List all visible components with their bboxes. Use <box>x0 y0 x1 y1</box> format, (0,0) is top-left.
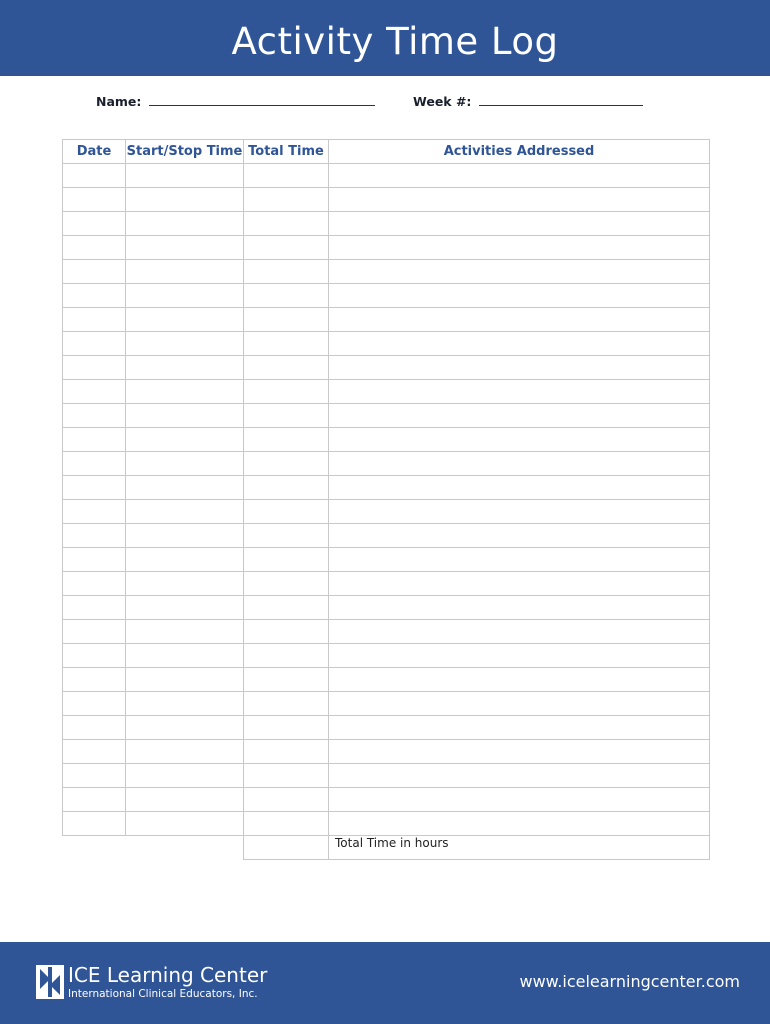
date-cell[interactable] <box>63 620 126 644</box>
activity-log-table <box>62 139 710 860</box>
activities-cell[interactable] <box>329 596 710 620</box>
date-cell[interactable] <box>63 812 126 836</box>
total-time-cell[interactable] <box>244 716 329 740</box>
activities-cell[interactable] <box>329 236 710 260</box>
table-row <box>63 452 710 476</box>
table-row <box>63 548 710 572</box>
brand-subtitle: International Clinical Educators, Inc. <box>68 988 258 1000</box>
total-time-cell[interactable] <box>244 572 329 596</box>
date-cell[interactable] <box>63 500 126 524</box>
start-stop-cell[interactable] <box>126 212 244 236</box>
activities-cell[interactable] <box>329 524 710 548</box>
table-row <box>63 164 710 188</box>
empty-cell <box>63 836 126 860</box>
activities-cell[interactable] <box>329 284 710 308</box>
table-row <box>63 188 710 212</box>
activities-cell[interactable] <box>329 452 710 476</box>
table-row <box>63 692 710 716</box>
table-row <box>63 788 710 812</box>
table-row <box>63 764 710 788</box>
total-time-cell[interactable] <box>244 548 329 572</box>
activities-cell[interactable] <box>329 404 710 428</box>
total-time-cell[interactable] <box>244 356 329 380</box>
table-row <box>63 308 710 332</box>
date-cell[interactable] <box>63 188 126 212</box>
date-cell[interactable] <box>63 476 126 500</box>
activities-cell[interactable] <box>329 620 710 644</box>
table-row <box>63 332 710 356</box>
total-time-cell[interactable] <box>244 740 329 764</box>
total-time-cell[interactable] <box>244 476 329 500</box>
table-row <box>63 476 710 500</box>
total-time-cell[interactable] <box>244 500 329 524</box>
date-cell[interactable] <box>63 452 126 476</box>
table-row <box>63 404 710 428</box>
start-stop-cell[interactable] <box>126 644 244 668</box>
table-row <box>63 620 710 644</box>
activities-cell[interactable] <box>329 332 710 356</box>
start-stop-cell[interactable] <box>126 428 244 452</box>
start-stop-cell[interactable] <box>126 524 244 548</box>
activities-cell[interactable] <box>329 812 710 836</box>
activities-cell[interactable] <box>329 548 710 572</box>
date-cell[interactable] <box>63 260 126 284</box>
date-cell[interactable] <box>63 404 126 428</box>
total-time-label: Total Time in hours <box>329 836 710 860</box>
total-time-cell[interactable] <box>244 164 329 188</box>
total-time-cell[interactable] <box>244 260 329 284</box>
total-time-cell[interactable] <box>244 668 329 692</box>
activities-cell[interactable] <box>329 668 710 692</box>
table-row <box>63 524 710 548</box>
date-cell[interactable] <box>63 212 126 236</box>
table-row <box>63 812 710 836</box>
total-row <box>63 836 710 860</box>
name-input-line[interactable] <box>149 94 375 106</box>
start-stop-cell[interactable] <box>126 452 244 476</box>
column-header-activities: Activities Addressed <box>329 140 710 164</box>
total-time-cell[interactable] <box>244 524 329 548</box>
table-row <box>63 644 710 668</box>
table-row <box>63 596 710 620</box>
total-time-value-cell[interactable] <box>244 836 329 860</box>
total-time-cell[interactable] <box>244 332 329 356</box>
total-time-cell[interactable] <box>244 452 329 476</box>
table-header-row <box>63 140 710 164</box>
date-cell[interactable] <box>63 668 126 692</box>
column-header-date: Date <box>63 140 126 164</box>
start-stop-cell[interactable] <box>126 668 244 692</box>
table-row <box>63 380 710 404</box>
table-row <box>63 740 710 764</box>
table-row <box>63 356 710 380</box>
start-stop-cell[interactable] <box>126 236 244 260</box>
activities-cell[interactable] <box>329 356 710 380</box>
date-cell[interactable] <box>63 524 126 548</box>
activities-cell[interactable] <box>329 716 710 740</box>
activities-cell[interactable] <box>329 188 710 212</box>
start-stop-cell[interactable] <box>126 476 244 500</box>
header-banner <box>0 0 770 76</box>
date-cell[interactable] <box>63 284 126 308</box>
total-time-cell[interactable] <box>244 692 329 716</box>
start-stop-cell[interactable] <box>126 692 244 716</box>
start-stop-cell[interactable] <box>126 332 244 356</box>
name-label: Name: <box>96 94 142 109</box>
start-stop-cell[interactable] <box>126 812 244 836</box>
total-time-cell[interactable] <box>244 764 329 788</box>
table-row <box>63 572 710 596</box>
activities-cell[interactable] <box>329 572 710 596</box>
total-time-cell[interactable] <box>244 620 329 644</box>
start-stop-cell[interactable] <box>126 356 244 380</box>
total-time-cell[interactable] <box>244 644 329 668</box>
week-input-line[interactable] <box>479 94 643 106</box>
date-cell[interactable] <box>63 572 126 596</box>
table-row <box>63 284 710 308</box>
start-stop-cell[interactable] <box>126 188 244 212</box>
table-row <box>63 212 710 236</box>
activities-cell[interactable] <box>329 476 710 500</box>
start-stop-cell[interactable] <box>126 308 244 332</box>
total-time-cell[interactable] <box>244 428 329 452</box>
total-time-cell[interactable] <box>244 404 329 428</box>
activities-cell[interactable] <box>329 764 710 788</box>
total-time-cell[interactable] <box>244 212 329 236</box>
start-stop-cell[interactable] <box>126 380 244 404</box>
table-row <box>63 236 710 260</box>
date-cell[interactable] <box>63 332 126 356</box>
activities-cell[interactable] <box>329 260 710 284</box>
website-link[interactable]: www.icelearningcenter.com <box>519 972 740 991</box>
date-cell[interactable] <box>63 764 126 788</box>
date-cell[interactable] <box>63 596 126 620</box>
start-stop-cell[interactable] <box>126 548 244 572</box>
table-row <box>63 668 710 692</box>
total-time-cell[interactable] <box>244 308 329 332</box>
total-time-cell[interactable] <box>244 788 329 812</box>
week-field <box>413 94 643 109</box>
start-stop-cell[interactable] <box>126 260 244 284</box>
start-stop-cell[interactable] <box>126 404 244 428</box>
date-cell[interactable] <box>63 428 126 452</box>
total-time-cell[interactable] <box>244 236 329 260</box>
start-stop-cell[interactable] <box>126 788 244 812</box>
start-stop-cell[interactable] <box>126 596 244 620</box>
date-cell[interactable] <box>63 380 126 404</box>
total-time-cell[interactable] <box>244 380 329 404</box>
start-stop-cell[interactable] <box>126 716 244 740</box>
activities-cell[interactable] <box>329 740 710 764</box>
date-cell[interactable] <box>63 236 126 260</box>
table-row <box>63 260 710 284</box>
activities-cell[interactable] <box>329 212 710 236</box>
start-stop-cell[interactable] <box>126 572 244 596</box>
activities-cell[interactable] <box>329 500 710 524</box>
start-stop-cell[interactable] <box>126 764 244 788</box>
brand-name: ICE Learning Center <box>68 963 268 987</box>
date-cell[interactable] <box>63 740 126 764</box>
activities-cell[interactable] <box>329 428 710 452</box>
table-row <box>63 500 710 524</box>
date-cell[interactable] <box>63 164 126 188</box>
page-title: Activity Time Log <box>231 20 559 63</box>
activities-cell[interactable] <box>329 164 710 188</box>
start-stop-cell[interactable] <box>126 740 244 764</box>
column-header-start-stop: Start/Stop Time <box>126 140 244 164</box>
date-cell[interactable] <box>63 692 126 716</box>
date-cell[interactable] <box>63 788 126 812</box>
start-stop-cell[interactable] <box>126 164 244 188</box>
table-row <box>63 716 710 740</box>
total-time-cell[interactable] <box>244 812 329 836</box>
date-cell[interactable] <box>63 716 126 740</box>
date-cell[interactable] <box>63 644 126 668</box>
total-time-cell[interactable] <box>244 596 329 620</box>
start-stop-cell[interactable] <box>126 620 244 644</box>
activities-cell[interactable] <box>329 788 710 812</box>
total-time-cell[interactable] <box>244 284 329 308</box>
ice-logo-icon <box>36 965 64 999</box>
start-stop-cell[interactable] <box>126 284 244 308</box>
table-row <box>63 428 710 452</box>
activities-cell[interactable] <box>329 692 710 716</box>
week-label: Week #: <box>413 94 472 109</box>
date-cell[interactable] <box>63 356 126 380</box>
activities-cell[interactable] <box>329 644 710 668</box>
date-cell[interactable] <box>63 308 126 332</box>
activities-cell[interactable] <box>329 380 710 404</box>
start-stop-cell[interactable] <box>126 500 244 524</box>
name-field <box>96 94 375 109</box>
activities-cell[interactable] <box>329 308 710 332</box>
total-time-cell[interactable] <box>244 188 329 212</box>
date-cell[interactable] <box>63 548 126 572</box>
column-header-total-time: Total Time <box>244 140 329 164</box>
empty-cell <box>126 836 244 860</box>
